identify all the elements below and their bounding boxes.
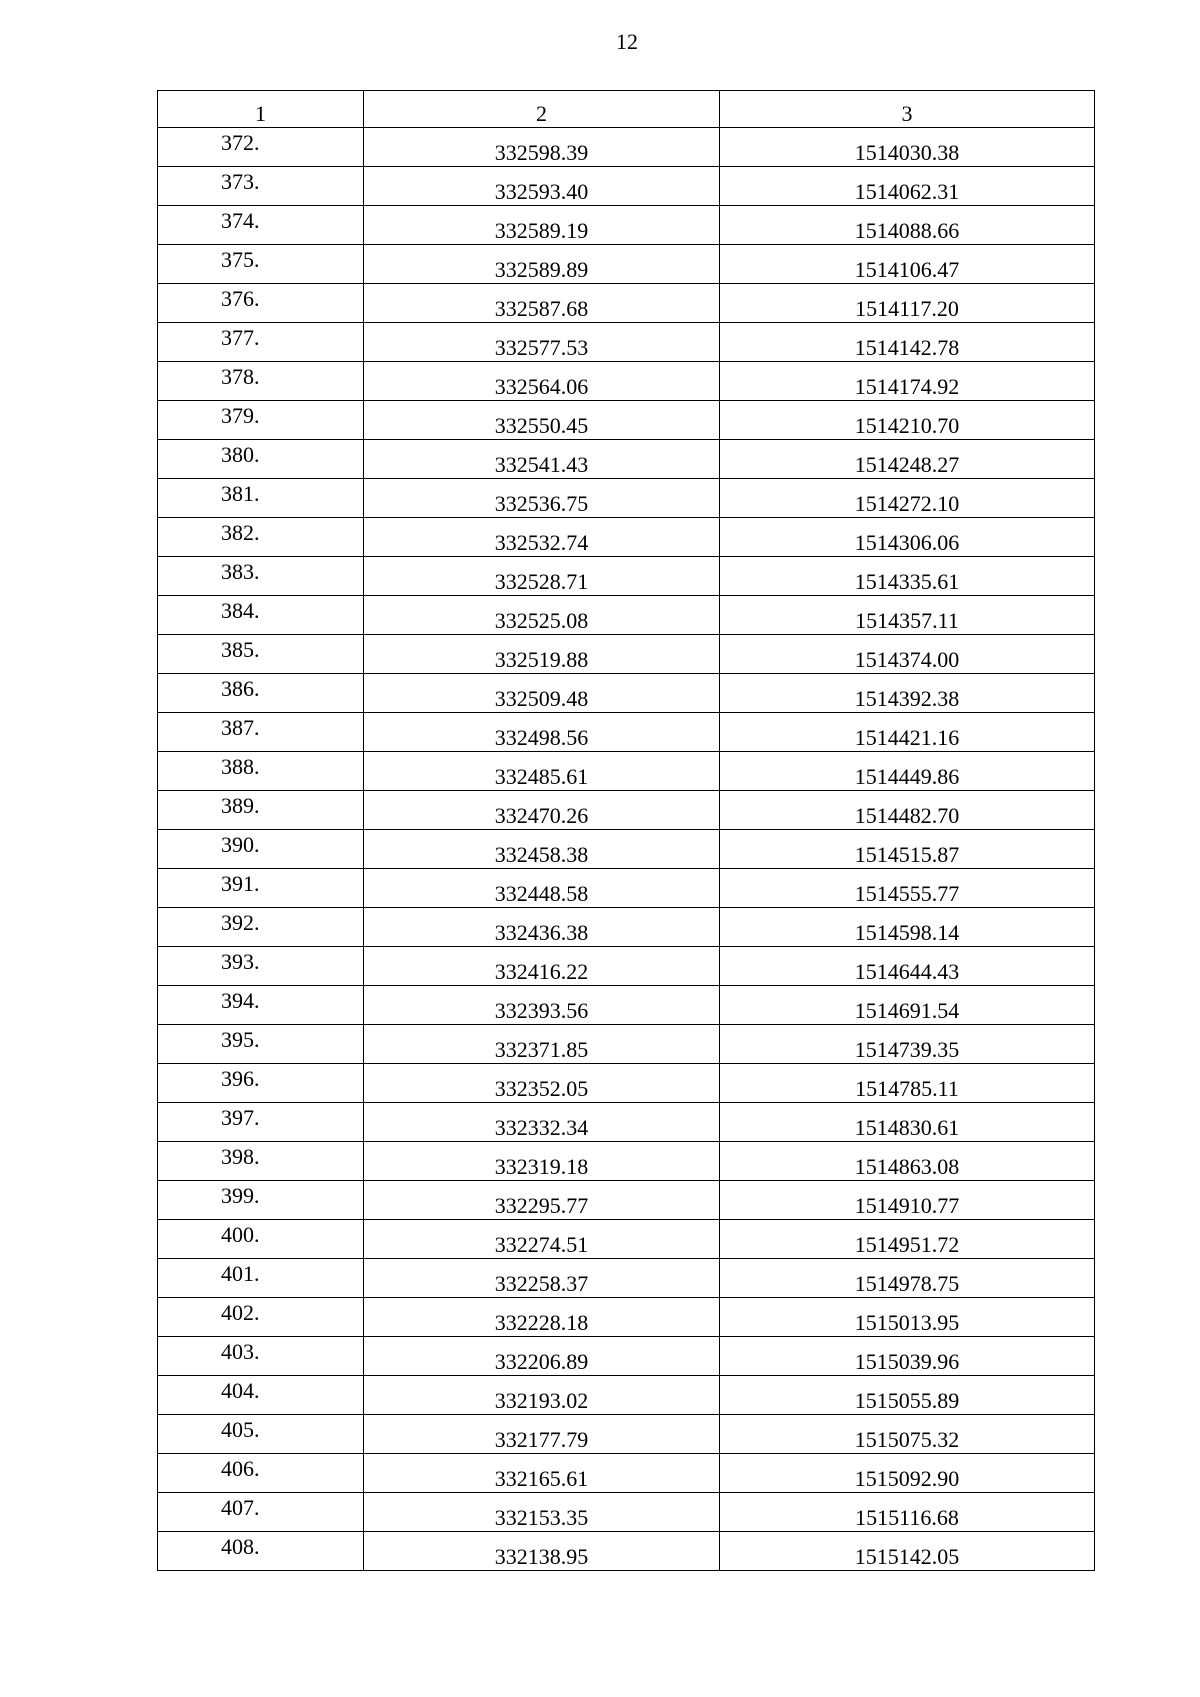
point-number: 397. xyxy=(158,1103,364,1142)
coordinate-x: 332470.26 xyxy=(364,791,720,830)
table-row xyxy=(158,245,1095,284)
coordinate-y: 1514785.11 xyxy=(720,1064,1095,1103)
point-number: 381. xyxy=(158,479,364,518)
coordinate-y: 1515013.95 xyxy=(720,1298,1095,1337)
table-row xyxy=(158,986,1095,1025)
coordinate-x: 332536.75 xyxy=(364,479,720,518)
header-col-1: 1 xyxy=(158,91,364,128)
point-number: 386. xyxy=(158,674,364,713)
table-row xyxy=(158,596,1095,635)
coordinate-x: 332393.56 xyxy=(364,986,720,1025)
point-number: 383. xyxy=(158,557,364,596)
coordinate-y: 1514421.16 xyxy=(720,713,1095,752)
coordinate-x: 332593.40 xyxy=(364,167,720,206)
point-number: 389. xyxy=(158,791,364,830)
coordinate-x: 332177.79 xyxy=(364,1415,720,1454)
table-row xyxy=(158,128,1095,167)
table-row xyxy=(158,323,1095,362)
table-row xyxy=(158,1493,1095,1532)
table-row xyxy=(158,791,1095,830)
point-number: 390. xyxy=(158,830,364,869)
table-row xyxy=(158,1298,1095,1337)
table-row xyxy=(158,1415,1095,1454)
coordinate-y: 1514272.10 xyxy=(720,479,1095,518)
coordinate-y: 1514691.54 xyxy=(720,986,1095,1025)
coordinate-x: 332165.61 xyxy=(364,1454,720,1493)
coordinate-y: 1514951.72 xyxy=(720,1220,1095,1259)
point-number: 377. xyxy=(158,323,364,362)
coordinate-x: 332206.89 xyxy=(364,1337,720,1376)
coordinate-x: 332193.02 xyxy=(364,1376,720,1415)
coordinate-x: 332589.19 xyxy=(364,206,720,245)
coordinate-x: 332509.48 xyxy=(364,674,720,713)
coordinate-x: 332577.53 xyxy=(364,323,720,362)
table-row xyxy=(158,557,1095,596)
coordinate-x: 332436.38 xyxy=(364,908,720,947)
point-number: 398. xyxy=(158,1142,364,1181)
table-header xyxy=(158,91,1095,128)
table-row xyxy=(158,1064,1095,1103)
coordinate-x: 332416.22 xyxy=(364,947,720,986)
coordinate-y: 1514863.08 xyxy=(720,1142,1095,1181)
point-number: 403. xyxy=(158,1337,364,1376)
coordinate-y: 1515075.32 xyxy=(720,1415,1095,1454)
point-number: 408. xyxy=(158,1532,364,1571)
point-number: 380. xyxy=(158,440,364,479)
coordinate-y: 1515039.96 xyxy=(720,1337,1095,1376)
table-row xyxy=(158,1103,1095,1142)
coordinate-y: 1514482.70 xyxy=(720,791,1095,830)
table-body xyxy=(158,128,1095,1571)
table-row xyxy=(158,284,1095,323)
point-number: 391. xyxy=(158,869,364,908)
point-number: 384. xyxy=(158,596,364,635)
coordinate-x: 332485.61 xyxy=(364,752,720,791)
table-row xyxy=(158,362,1095,401)
table-row xyxy=(158,1259,1095,1298)
coordinate-x: 332448.58 xyxy=(364,869,720,908)
table-row xyxy=(158,830,1095,869)
coordinate-x: 332519.88 xyxy=(364,635,720,674)
coordinate-y: 1514449.86 xyxy=(720,752,1095,791)
table-row xyxy=(158,1376,1095,1415)
table-row xyxy=(158,1181,1095,1220)
point-number: 382. xyxy=(158,518,364,557)
coordinate-y: 1514555.77 xyxy=(720,869,1095,908)
header-col-2: 2 xyxy=(364,91,720,128)
point-number: 375. xyxy=(158,245,364,284)
coordinate-x: 332153.35 xyxy=(364,1493,720,1532)
point-number: 407. xyxy=(158,1493,364,1532)
point-number: 395. xyxy=(158,1025,364,1064)
coordinate-y: 1514392.38 xyxy=(720,674,1095,713)
table-row xyxy=(158,1220,1095,1259)
coordinate-y: 1514739.35 xyxy=(720,1025,1095,1064)
coordinates-table xyxy=(157,90,1095,1571)
point-number: 373. xyxy=(158,167,364,206)
table-row xyxy=(158,635,1095,674)
table-row xyxy=(158,167,1095,206)
page-number: 12 xyxy=(616,29,638,54)
table-row xyxy=(158,518,1095,557)
table-row xyxy=(158,713,1095,752)
coordinate-x: 332138.95 xyxy=(364,1532,720,1571)
coordinate-y: 1514335.61 xyxy=(720,557,1095,596)
point-number: 388. xyxy=(158,752,364,791)
table-row xyxy=(158,908,1095,947)
coordinate-x: 332319.18 xyxy=(364,1142,720,1181)
coordinate-y: 1514306.06 xyxy=(720,518,1095,557)
coordinate-x: 332550.45 xyxy=(364,401,720,440)
point-number: 401. xyxy=(158,1259,364,1298)
table-row xyxy=(158,401,1095,440)
point-number: 387. xyxy=(158,713,364,752)
coordinate-x: 332371.85 xyxy=(364,1025,720,1064)
coordinate-y: 1515142.05 xyxy=(720,1532,1095,1571)
coordinate-y: 1514106.47 xyxy=(720,245,1095,284)
coordinate-y: 1514088.66 xyxy=(720,206,1095,245)
point-number: 396. xyxy=(158,1064,364,1103)
point-number: 374. xyxy=(158,206,364,245)
coordinate-x: 332525.08 xyxy=(364,596,720,635)
table-row xyxy=(158,1025,1095,1064)
coordinate-x: 332295.77 xyxy=(364,1181,720,1220)
table-row xyxy=(158,1337,1095,1376)
coordinate-x: 332332.34 xyxy=(364,1103,720,1142)
coordinate-y: 1514210.70 xyxy=(720,401,1095,440)
table-row xyxy=(158,1532,1095,1571)
table-row xyxy=(158,947,1095,986)
coordinate-y: 1514598.14 xyxy=(720,908,1095,947)
point-number: 379. xyxy=(158,401,364,440)
point-number: 402. xyxy=(158,1298,364,1337)
coordinate-y: 1515055.89 xyxy=(720,1376,1095,1415)
point-number: 393. xyxy=(158,947,364,986)
table-row xyxy=(158,1454,1095,1493)
coordinate-x: 332274.51 xyxy=(364,1220,720,1259)
coordinate-y: 1514357.11 xyxy=(720,596,1095,635)
table-row xyxy=(158,206,1095,245)
header-col-3: 3 xyxy=(720,91,1095,128)
coordinate-y: 1514374.00 xyxy=(720,635,1095,674)
coordinate-y: 1514248.27 xyxy=(720,440,1095,479)
table-row xyxy=(158,752,1095,791)
coordinate-x: 332598.39 xyxy=(364,128,720,167)
coordinate-x: 332458.38 xyxy=(364,830,720,869)
coordinate-x: 332498.56 xyxy=(364,713,720,752)
coordinate-y: 1514978.75 xyxy=(720,1259,1095,1298)
table-row xyxy=(158,1142,1095,1181)
point-number: 400. xyxy=(158,1220,364,1259)
table-row xyxy=(158,479,1095,518)
coordinate-x: 332352.05 xyxy=(364,1064,720,1103)
coordinate-x: 332528.71 xyxy=(364,557,720,596)
point-number: 394. xyxy=(158,986,364,1025)
coordinate-x: 332228.18 xyxy=(364,1298,720,1337)
table-row xyxy=(158,674,1095,713)
coordinate-x: 332258.37 xyxy=(364,1259,720,1298)
point-number: 376. xyxy=(158,284,364,323)
coordinate-y: 1514174.92 xyxy=(720,362,1095,401)
table-row xyxy=(158,440,1095,479)
point-number: 406. xyxy=(158,1454,364,1493)
point-number: 378. xyxy=(158,362,364,401)
coordinate-x: 332541.43 xyxy=(364,440,720,479)
point-number: 399. xyxy=(158,1181,364,1220)
table-row xyxy=(158,869,1095,908)
coordinate-y: 1514830.61 xyxy=(720,1103,1095,1142)
point-number: 372. xyxy=(158,128,364,167)
coordinate-y: 1515092.90 xyxy=(720,1454,1095,1493)
coordinate-y: 1514030.38 xyxy=(720,128,1095,167)
coordinate-y: 1514910.77 xyxy=(720,1181,1095,1220)
coordinate-y: 1515116.68 xyxy=(720,1493,1095,1532)
coordinate-y: 1514644.43 xyxy=(720,947,1095,986)
point-number: 404. xyxy=(158,1376,364,1415)
point-number: 405. xyxy=(158,1415,364,1454)
coordinate-y: 1514117.20 xyxy=(720,284,1095,323)
coordinate-x: 332589.89 xyxy=(364,245,720,284)
coordinate-y: 1514142.78 xyxy=(720,323,1095,362)
header-row xyxy=(158,91,1095,128)
coordinate-x: 332532.74 xyxy=(364,518,720,557)
coordinate-y: 1514515.87 xyxy=(720,830,1095,869)
coordinate-x: 332564.06 xyxy=(364,362,720,401)
coordinate-x: 332587.68 xyxy=(364,284,720,323)
point-number: 385. xyxy=(158,635,364,674)
point-number: 392. xyxy=(158,908,364,947)
coordinate-y: 1514062.31 xyxy=(720,167,1095,206)
